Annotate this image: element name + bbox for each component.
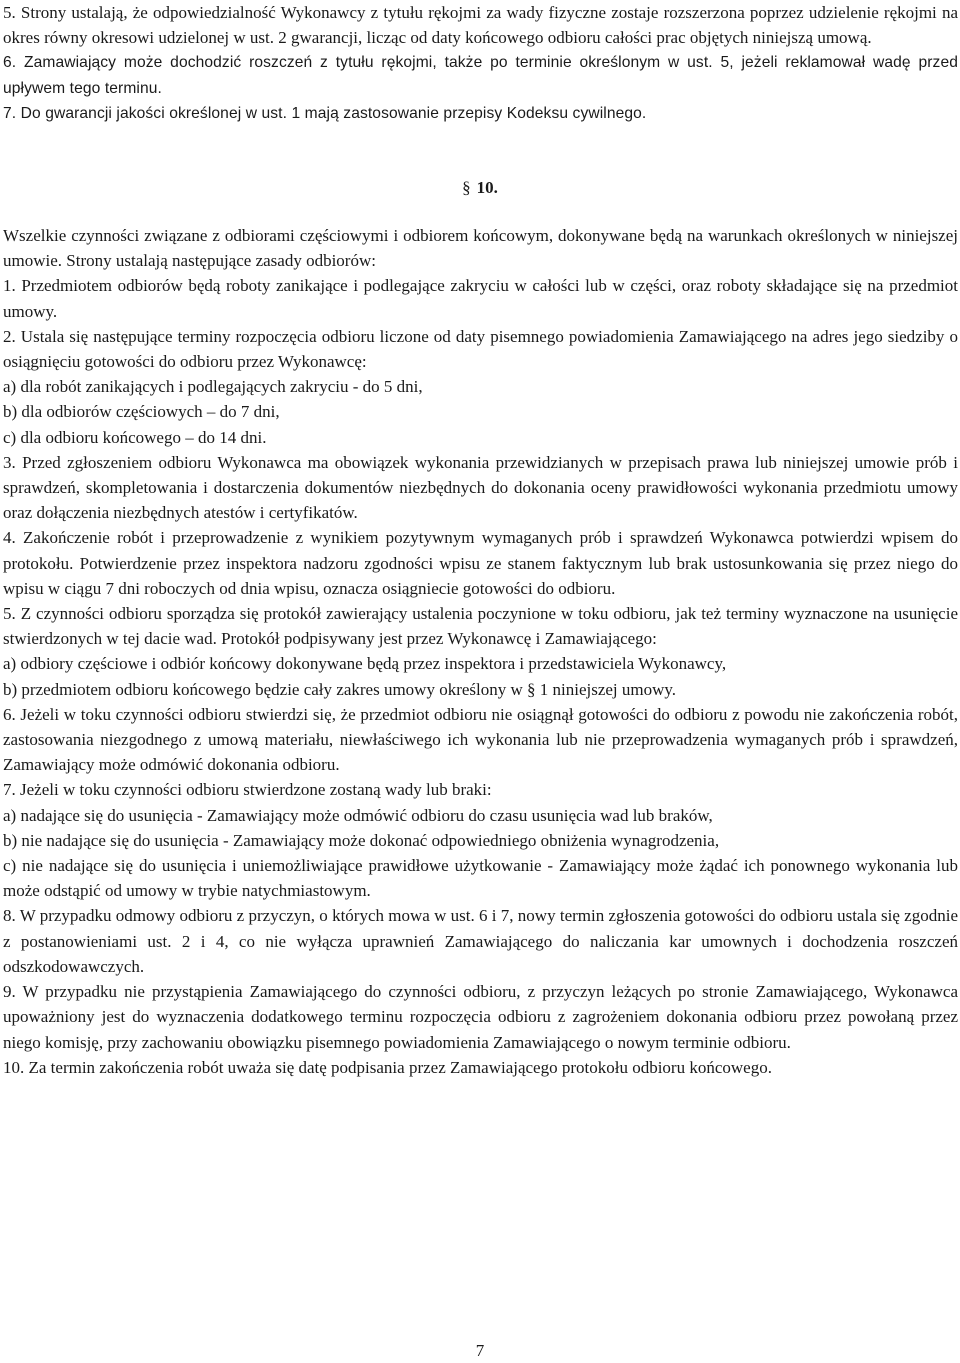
item-7a: a) nadające się do usunięcia - Zamawiający może odmówić odbioru do czasu usunięcia wad lub braków, — [3, 805, 713, 825]
item-10: 10. Za termin zakończenia robót uważa się datę podpisania przez Zamawiającego protokołu odbioru końcowego. — [3, 1057, 772, 1077]
item-5a: a) odbiory częściowe i odbiór końcowy dokonywane będą przez inspektora i przedstawiciela Wykonawcy, — [3, 654, 727, 674]
item-7: 7. Jeżeli w toku czynności odbioru stwierdzone zostaną wady lub braki: — [3, 780, 492, 800]
section-number: 10. — [476, 178, 498, 197]
paragraph-6: 6. Zamawiający może dochodzić roszczeń z tytułu rękojmi, także po terminie określonym w ust. 5, jeżeli reklamował wadę przed upływem tego terminu. — [3, 54, 958, 97]
top-paragraphs — [3, 0, 958, 126]
section-body — [3, 223, 958, 1080]
paragraph-5: 5. Strony ustalają, że odpowiedzialność Wykonawcy z tytułu rękojmi za wady fizyczne zostaje rozszerzona poprzez udzielenie rękojmi na okres równy okresowi udzielonej w ust. 2 gwarancji, licząc od daty końcowego odbioru całości prac objętych niniejszą umową. — [3, 3, 958, 48]
item-5b: b) przedmiotem odbioru końcowego będzie cały zakres umowy określony w § 1 niniejszej umowy. — [3, 679, 677, 699]
section-heading — [0, 175, 960, 200]
item-3: 3. Przed zgłoszeniem odbioru Wykonawca ma obowiązek wykonania przewidzianych w przepisach prawa lub niniejszej umowie prób i sprawdzeń, skompletowania i dostarczenia dokumentów niezbędnych do dokonania oceny prawidłowości wykonania przedmiotu umowy oraz dołączenia niezbędnych atestów i certyfikatów. — [3, 452, 958, 523]
paragraph-7: 7. Do gwarancji jakości określonej w ust. 1 mają zastosowanie przepisy Kodeksu cywilnego. — [3, 104, 647, 122]
item-7b: b) nie nadające się do usunięcia - Zamawiający może dokonać odpowiedniego obniżenia wynagrodzenia, — [3, 830, 720, 850]
item-2b: b) dla odbiorów częściowych – do 7 dni, — [3, 402, 280, 422]
page-number: 7 — [475, 1341, 485, 1360]
item-1: 1. Przedmiotem odbiorów będą roboty zanikające i podlegające zakryciu w całości lub w części, oraz roboty składające się na przedmiot umowy. — [3, 276, 958, 321]
item-2: 2. Ustala się następujące terminy rozpoczęcia odbioru liczone od daty pisemnego powiadomienia Zamawiającego na adres jego siedziby o osiągnięciu gotowości do odbioru przez Wykonawcę: — [3, 326, 958, 372]
item-9: 9. W przypadku nie przystąpienia Zamawiającego do czynności odbioru, z przyczyn leżących po stronie Zamawiającego, Wykonawca upoważniony jest do wyznaczenia dodatkowego terminu rozpoczęcia odbioru z zagrożeniem dokonania odbioru przez powołaną przez niego komisję, przy zachowaniu obowiązku pisemnego powiadomienia Zamawiającego o nowym terminie odbioru. — [3, 982, 958, 1052]
item-6: 6. Jeżeli w toku czynności odbioru stwierdzi się, że przedmiot odbioru nie osiągnął gotowości do odbioru z powodu nie zakończenia robót, zastosowania niezgodnego z umową materiału, niewłaściwego ich wykonania lub nie przeprowadzenia wymaganych prób i sprawdzeń, Zamawiający może odmówić dokonania odbioru. — [3, 704, 958, 775]
item-5: 5. Z czynności odbioru sporządza się protokół zawierający ustalenia poczynione w toku odbioru, jak też terminy wyznaczone na usunięcie stwierdzonych w tej dacie wad. Protokół podpisywany jest przez Wykonawcę i Zamawiającego: — [3, 604, 958, 649]
item-2a: a) dla robót zanikających i podlegających zakryciu - do 5 dni, — [3, 377, 423, 397]
item-2c: c) dla odbioru końcowego – do 14 dni. — [3, 427, 267, 447]
item-8: 8. W przypadku odmowy odbioru z przyczyn, o których mowa w ust. 6 i 7, nowy termin zgłoszenia gotowości do odbioru ustala się zgodnie z postanowieniami ust. 2 i 4, co nie wyłącza uprawnień Zamawiającego do naliczania kar umownych i dochodzenia roszczeń odszkodowawczych. — [3, 906, 958, 976]
section-symbol: § — [462, 178, 471, 197]
item-7c: c) nie nadające się do usunięcia i uniemożliwiające prawidłowe użytkowanie - Zamawiający może żądać ich ponownego wykonania lub może odstąpić od umowy w trybie natychmiastowym. — [3, 856, 958, 901]
item-4: 4. Zakończenie robót i przeprowadzenie z wynikiem pozytywnym wymaganych prób i sprawdzeń Wykonawca potwierdzi wpisem do protokołu. Potwierdzenie przez inspektora nadzoru zgodności wpisu ze stanem faktycznym lub brak ustosunkowania się przez niego do wpisu w ciągu 7 dni roboczych od dnia wpisu, oznacza osiągniecie gotowości do odbioru. — [3, 528, 958, 598]
section-intro: Wszelkie czynności związane z odbiorami częściowymi i odbiorem końcowym, dokonywane będą na warunkach określonych w niniejszej umowie. Strony ustalają następujące zasady odbiorów: — [3, 226, 958, 271]
